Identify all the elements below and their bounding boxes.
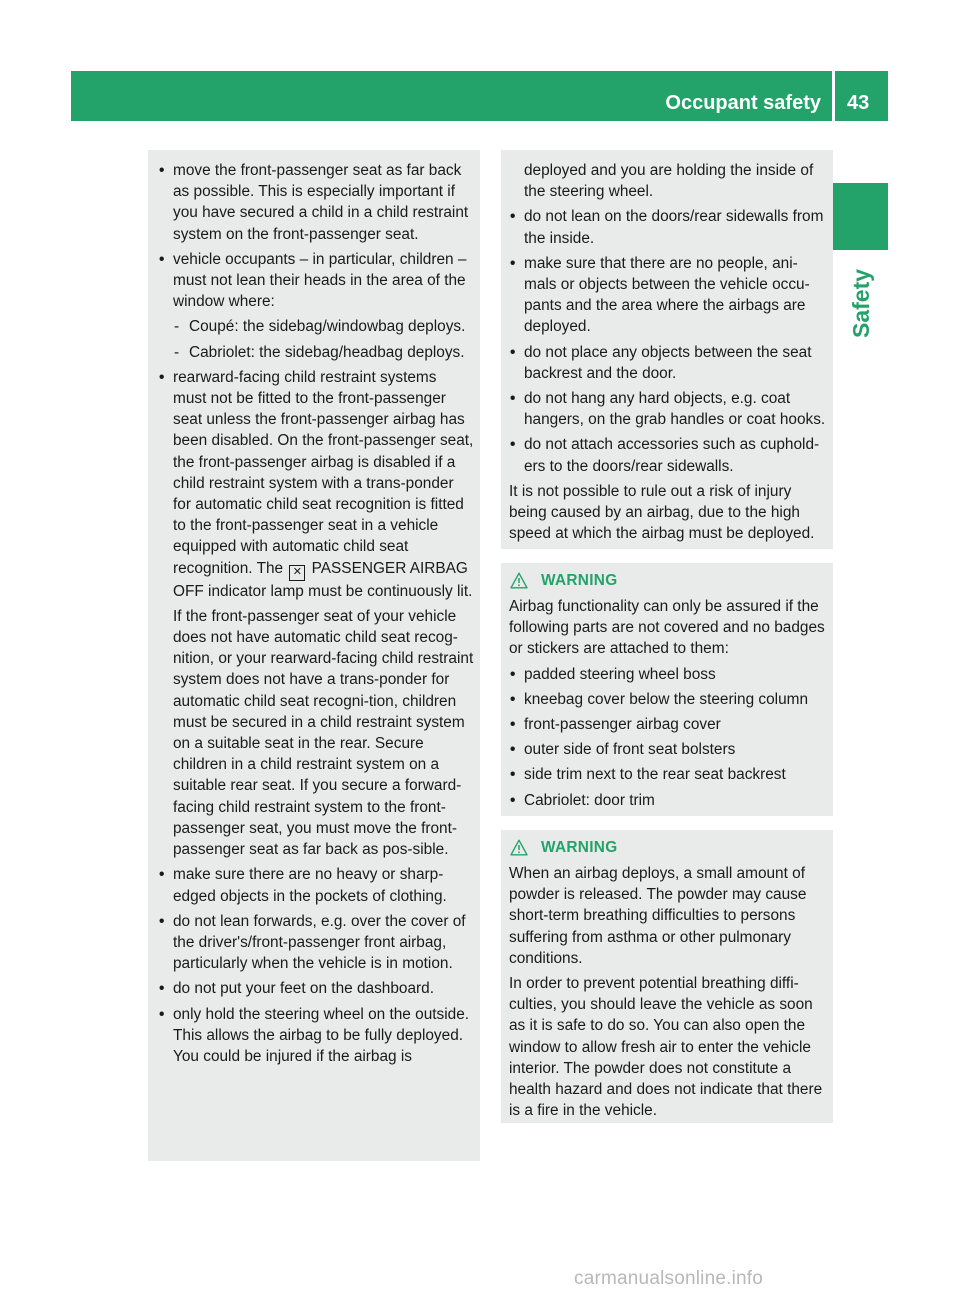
list-item: • do not hang any hard objects, e.g. coat hangers, on the grab handles or coat hooks. (509, 388, 828, 430)
warning1-content (509, 570, 828, 811)
closing-paragraph: It is not possible to rule out a risk of injury being caused by an airbag, due to the high speed at which the airbag must be deployed. (509, 482, 815, 543)
list-item: • make sure there are no heavy or sharp-edged objects in the pockets of clothing. (158, 864, 474, 906)
watermark: carmanualsonline.info (574, 1268, 764, 1289)
right-column-text (509, 160, 828, 544)
page-header (71, 71, 888, 121)
list-item: • kneebag cover below the steering column (509, 689, 828, 710)
list-item-text: rearward-facing child restraint systems must not be fitted to the front-passenger seat unless the front-passenger airbag has been disabled. On the front-passenger seat, the front-passenger airbag is disabled if a child restraint system with a trans-ponder for automatic child seat recognition is fitted to the front-passenger seat in a vehicle equipped with automatic child seat recognition. The (173, 368, 474, 577)
list-item: • Cabriolet: door trim (509, 790, 828, 811)
list-item: • only hold the steering wheel on the outside. This allows the airbag to be fully deployed. You could be injured if the airbag is (158, 1004, 474, 1068)
list-item: • move the front-passenger seat as far back as possible. This is especially important if you have secured a child in a child restraint system on the front-passenger seat. (158, 160, 474, 245)
warning-header (509, 570, 828, 591)
warning-paragraph: When an airbag deploys, a small amount of powder is released. The powder may cause short-term breathing difficulties to persons suffering from asthma or other pulmonary conditions. (509, 865, 807, 967)
warning-triangle-icon (510, 572, 528, 589)
list-item: • do not lean on the doors/rear sidewalls from the inside. (509, 206, 828, 248)
sub-list-item: - Coupé: the sidebag/windowbag deploys. (158, 316, 474, 337)
section-title: Occupant safety (665, 92, 821, 114)
warning-title: WARNING (541, 571, 618, 589)
warning-header (509, 837, 828, 858)
list-item: • front-passenger airbag cover (509, 714, 828, 735)
chapter-tab (833, 183, 888, 250)
list-item-paragraph: If the front-passenger seat of your vehicle does not have automatic child seat recog-nition, or your rearward-facing child restraint system does not have a trans-ponder for automatic child seat recogni-tion, children must be secured in a child restraint system on a suitable seat in the rear. Secure children in a child restraint system on a suitable rear seat. If you secure a forward-facing child restraint system to the front-passenger seat, you must move the front-passenger seat as far back as pos-sible. (173, 607, 474, 859)
warning-paragraph: In order to prevent potential breathing diffi-culties, you should leave the vehicle as soon as it is safe to do so. You can also open the window to allow fresh air to enter the vehicle interior. The powder does not constitute a health hazard and does not indicate that there is a fire in the vehicle. (509, 975, 823, 1120)
list-item: • side trim next to the rear seat backrest (509, 764, 828, 785)
list-item: • do not put your feet on the dashboard. (158, 978, 474, 999)
sub-list-item: - Cabriolet: the sidebag/headbag deploys. (158, 342, 474, 363)
list-item-text: PASSENGER AIRBAG OFF indicator lamp must be continuously lit. (173, 559, 473, 600)
header-divider (832, 71, 835, 121)
warning-intro: Airbag functionality can only be assured if the following parts are not covered and no badges or stickers are attached to them: (509, 598, 825, 658)
list-item: • vehicle occupants – in particular, children – must not lean their heads in the area of the window where: (158, 249, 474, 313)
list-item: • do not place any objects between the seat backrest and the door. (509, 342, 828, 384)
page-number: 43 (847, 92, 870, 114)
warning-triangle-icon (510, 839, 528, 856)
passenger-airbag-off-icon: ✕ (289, 565, 305, 581)
list-item: • do not attach accessories such as cuphold-ers to the doors/rear sidewalls. (509, 434, 828, 476)
list-item-continuation: deployed and you are holding the inside of the steering wheel. (524, 162, 814, 201)
warning-title: WARNING (541, 838, 618, 856)
list-item: • do not lean forwards, e.g. over the cover of the driver's/front-passenger front airbag, particularly when the vehicle is in motion. (158, 911, 474, 975)
list-item: • make sure that there are no people, ani-mals or objects between the vehicle occu-pants and the area where the airbags are deployed. (509, 253, 828, 338)
list-item: • padded steering wheel boss (509, 664, 828, 685)
list-item (158, 367, 474, 602)
left-column-text (158, 160, 474, 1067)
list-item: • outer side of front seat bolsters (509, 739, 828, 760)
warning2-content (509, 837, 828, 1121)
